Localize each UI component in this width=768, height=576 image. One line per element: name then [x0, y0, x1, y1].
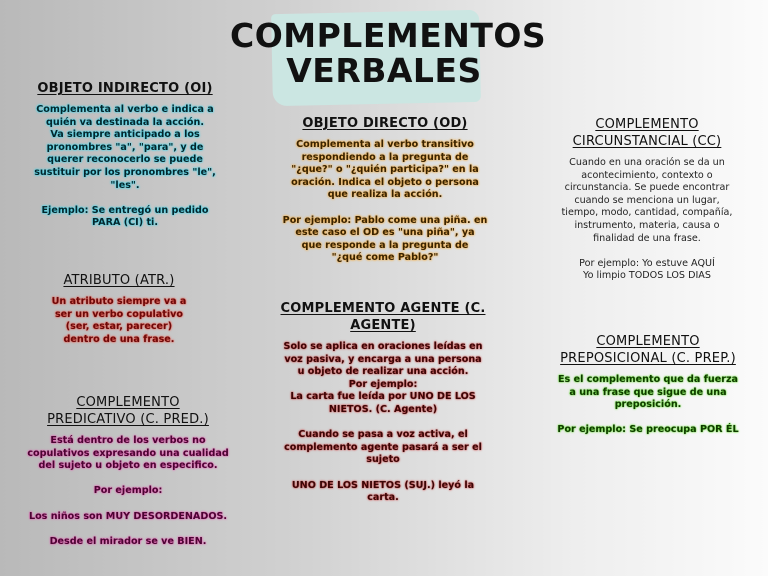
- text-complemento-preposicional: Es el complemento que da fuerza a una frase que sigue de una preposición. Por ejemplo: Se preocupa POR ÉL: [557, 374, 739, 436]
- heading-complemento-agente-2: AGENTE): [350, 318, 416, 333]
- heading-atributo: ATRIBUTO (ATR.): [63, 273, 175, 288]
- text-objeto-directo: Complementa al verbo transitivo respondiendo a la pregunta de "¿que?" o "¿quién participa?" en la oración. Indica el objeto o persona que realiza la acción. Por ejemplo: Pablo come una piña. en este caso el OD es "una piña", ya que responde a la pregunta de "¿qué come Pablo?": [282, 139, 488, 264]
- section-complemento-agente: [276, 300, 490, 505]
- section-atributo: [35, 272, 203, 346]
- heading-objeto-indirecto: OBJETO INDIRECTO (OI): [37, 81, 213, 96]
- heading-objeto-directo: OBJETO DIRECTO (OD): [302, 116, 468, 131]
- heading-complemento-circunstancial-1: COMPLEMENTO: [595, 117, 699, 132]
- heading-complemento-predicativo-2: PREDICATIVO (C. PRED.): [47, 412, 209, 427]
- heading-complemento-preposicional-2: PREPOSICIONAL (C. PREP.): [560, 351, 736, 366]
- heading-complemento-agente-1: COMPLEMENTO AGENTE (C.: [280, 301, 486, 316]
- title-line-2: VERBALES: [286, 51, 482, 90]
- heading-complemento-predicativo-1: COMPLEMENTO: [76, 395, 180, 410]
- section-complemento-circunstancial: [552, 116, 742, 283]
- section-complemento-preposicional: [550, 333, 746, 437]
- text-complemento-circunstancial: Cuando en una oración se da un acontecimiento, contexto o circunstancia. Se puede encontrar cuando se menciona un lugar, tiempo, modo, cantidad, compañía, instrumento, materia, causa o finalidad de una frase. Por ejemplo: Yo estuve AQUÍ Yo limpio TODOS LOS DIAS: [561, 157, 733, 282]
- section-complemento-predicativo: [26, 394, 230, 548]
- page-title: [230, 16, 547, 90]
- text-complemento-agente: Solo se aplica en oraciones leídas en voz pasiva, y encarga a una persona u objeto de realizar una acción. Por ejemplo: La carta fue leída por UNO DE LOS NIETOS. (C. Agente) Cuando se pasa a voz activa, el complemento agente pasará a ser el sujeto UNO DE LOS NIETOS (SUJ.) leyó la carta.: [283, 341, 483, 504]
- section-objeto-directo: [280, 115, 490, 265]
- text-objeto-indirecto: Complementa al verbo e indica a quién va destinada la acción. Va siempre anticipado a los pronombres "a", "para", y de querer reconocerlo se puede sustituir por los pronombres "le", "les". Ejemplo: Se entregó un pedido PARA (CI) ti.: [34, 104, 216, 229]
- heading-complemento-preposicional-1: COMPLEMENTO: [596, 334, 700, 349]
- section-objeto-indirecto: [22, 80, 228, 230]
- text-complemento-predicativo: Está dentro de los verbos no copulativos expresando una cualidad del sujeto u objeto en especifico. Por ejemplo: Los niños son MUY DESORDENADOS. Desde el mirador se ve BIEN.: [27, 435, 229, 547]
- heading-complemento-circunstancial-2: CIRCUNSTANCIAL (CC): [572, 134, 722, 149]
- title-line-1: COMPLEMENTOS: [230, 16, 547, 55]
- text-atributo: Un atributo siempre va a ser un verbo copulativo (ser, estar, parecer) dentro de una frase.: [51, 296, 187, 345]
